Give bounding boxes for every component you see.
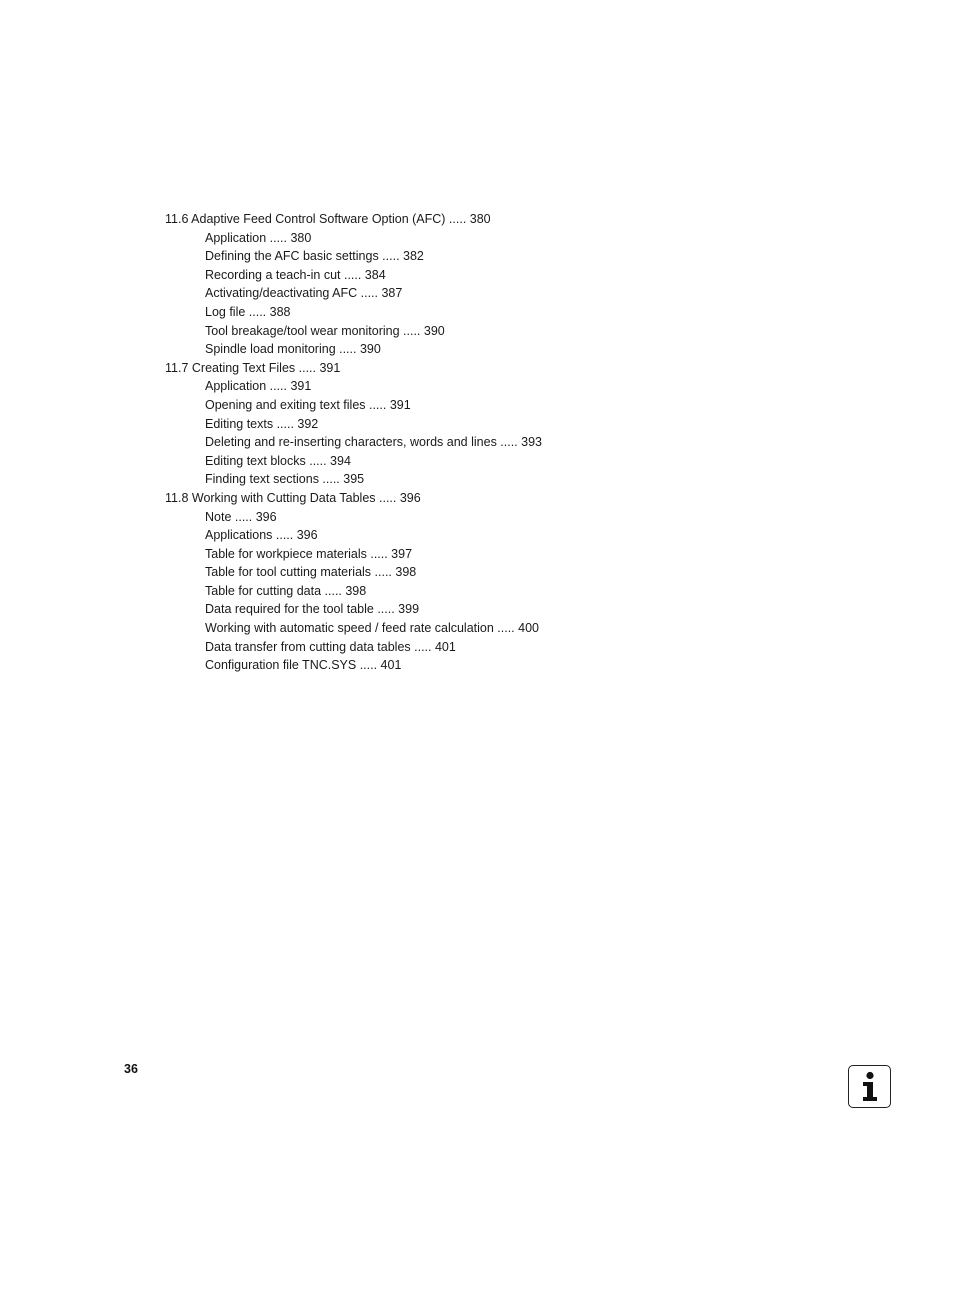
toc-entry: Recording a teach-in cut ..... 384 — [205, 267, 386, 282]
toc-entry: Log file ..... 388 — [205, 304, 291, 319]
toc-entry: Defining the AFC basic settings ..... 382 — [205, 249, 424, 264]
toc-entry: Spindle load monitoring ..... 390 — [205, 342, 381, 357]
info-icon — [848, 1065, 891, 1108]
toc-entry: Activating/deactivating AFC ..... 387 — [205, 286, 403, 301]
toc-section-heading: 11.6 Adaptive Feed Control Software Option (AFC) ..... 380 — [165, 212, 491, 226]
toc-entry: Applications ..... 396 — [205, 528, 318, 543]
toc-entry: Editing texts ..... 392 — [205, 416, 319, 431]
toc-entry: Table for workpiece materials ..... 397 — [205, 546, 413, 561]
toc-entry: Tool breakage/tool wear monitoring ..... 390 — [205, 323, 445, 338]
toc-entry: Table for cutting data ..... 398 — [205, 583, 367, 598]
toc-entry: Opening and exiting text files ..... 391 — [205, 397, 411, 412]
toc-section-heading: 11.8 Working with Cutting Data Tables ..... 396 — [165, 490, 421, 505]
table-of-contents — [165, 210, 865, 675]
toc-entry: Deleting and re-inserting characters, words and lines ..... 393 — [205, 435, 542, 450]
toc-entry: Application ..... 380 — [205, 230, 312, 245]
toc-entry: Working with automatic speed / feed rate calculation ..... 400 — [205, 621, 539, 636]
toc-entry: Application ..... 391 — [205, 379, 312, 394]
toc-entry: Configuration file TNC.SYS ..... 401 — [205, 658, 402, 673]
toc-entry: Editing text blocks ..... 394 — [205, 453, 351, 468]
toc-entry: Data transfer from cutting data tables ..... 401 — [205, 639, 456, 654]
toc-entry: Note ..... 396 — [205, 509, 277, 524]
toc-entry: Data required for the tool table ..... 399 — [205, 602, 420, 617]
page-number: 36 — [124, 1062, 138, 1076]
toc-entry: Finding text sections ..... 395 — [205, 472, 365, 487]
toc-entry: Table for tool cutting materials ..... 398 — [205, 565, 417, 580]
toc-section-heading: 11.7 Creating Text Files ..... 391 — [165, 360, 341, 375]
